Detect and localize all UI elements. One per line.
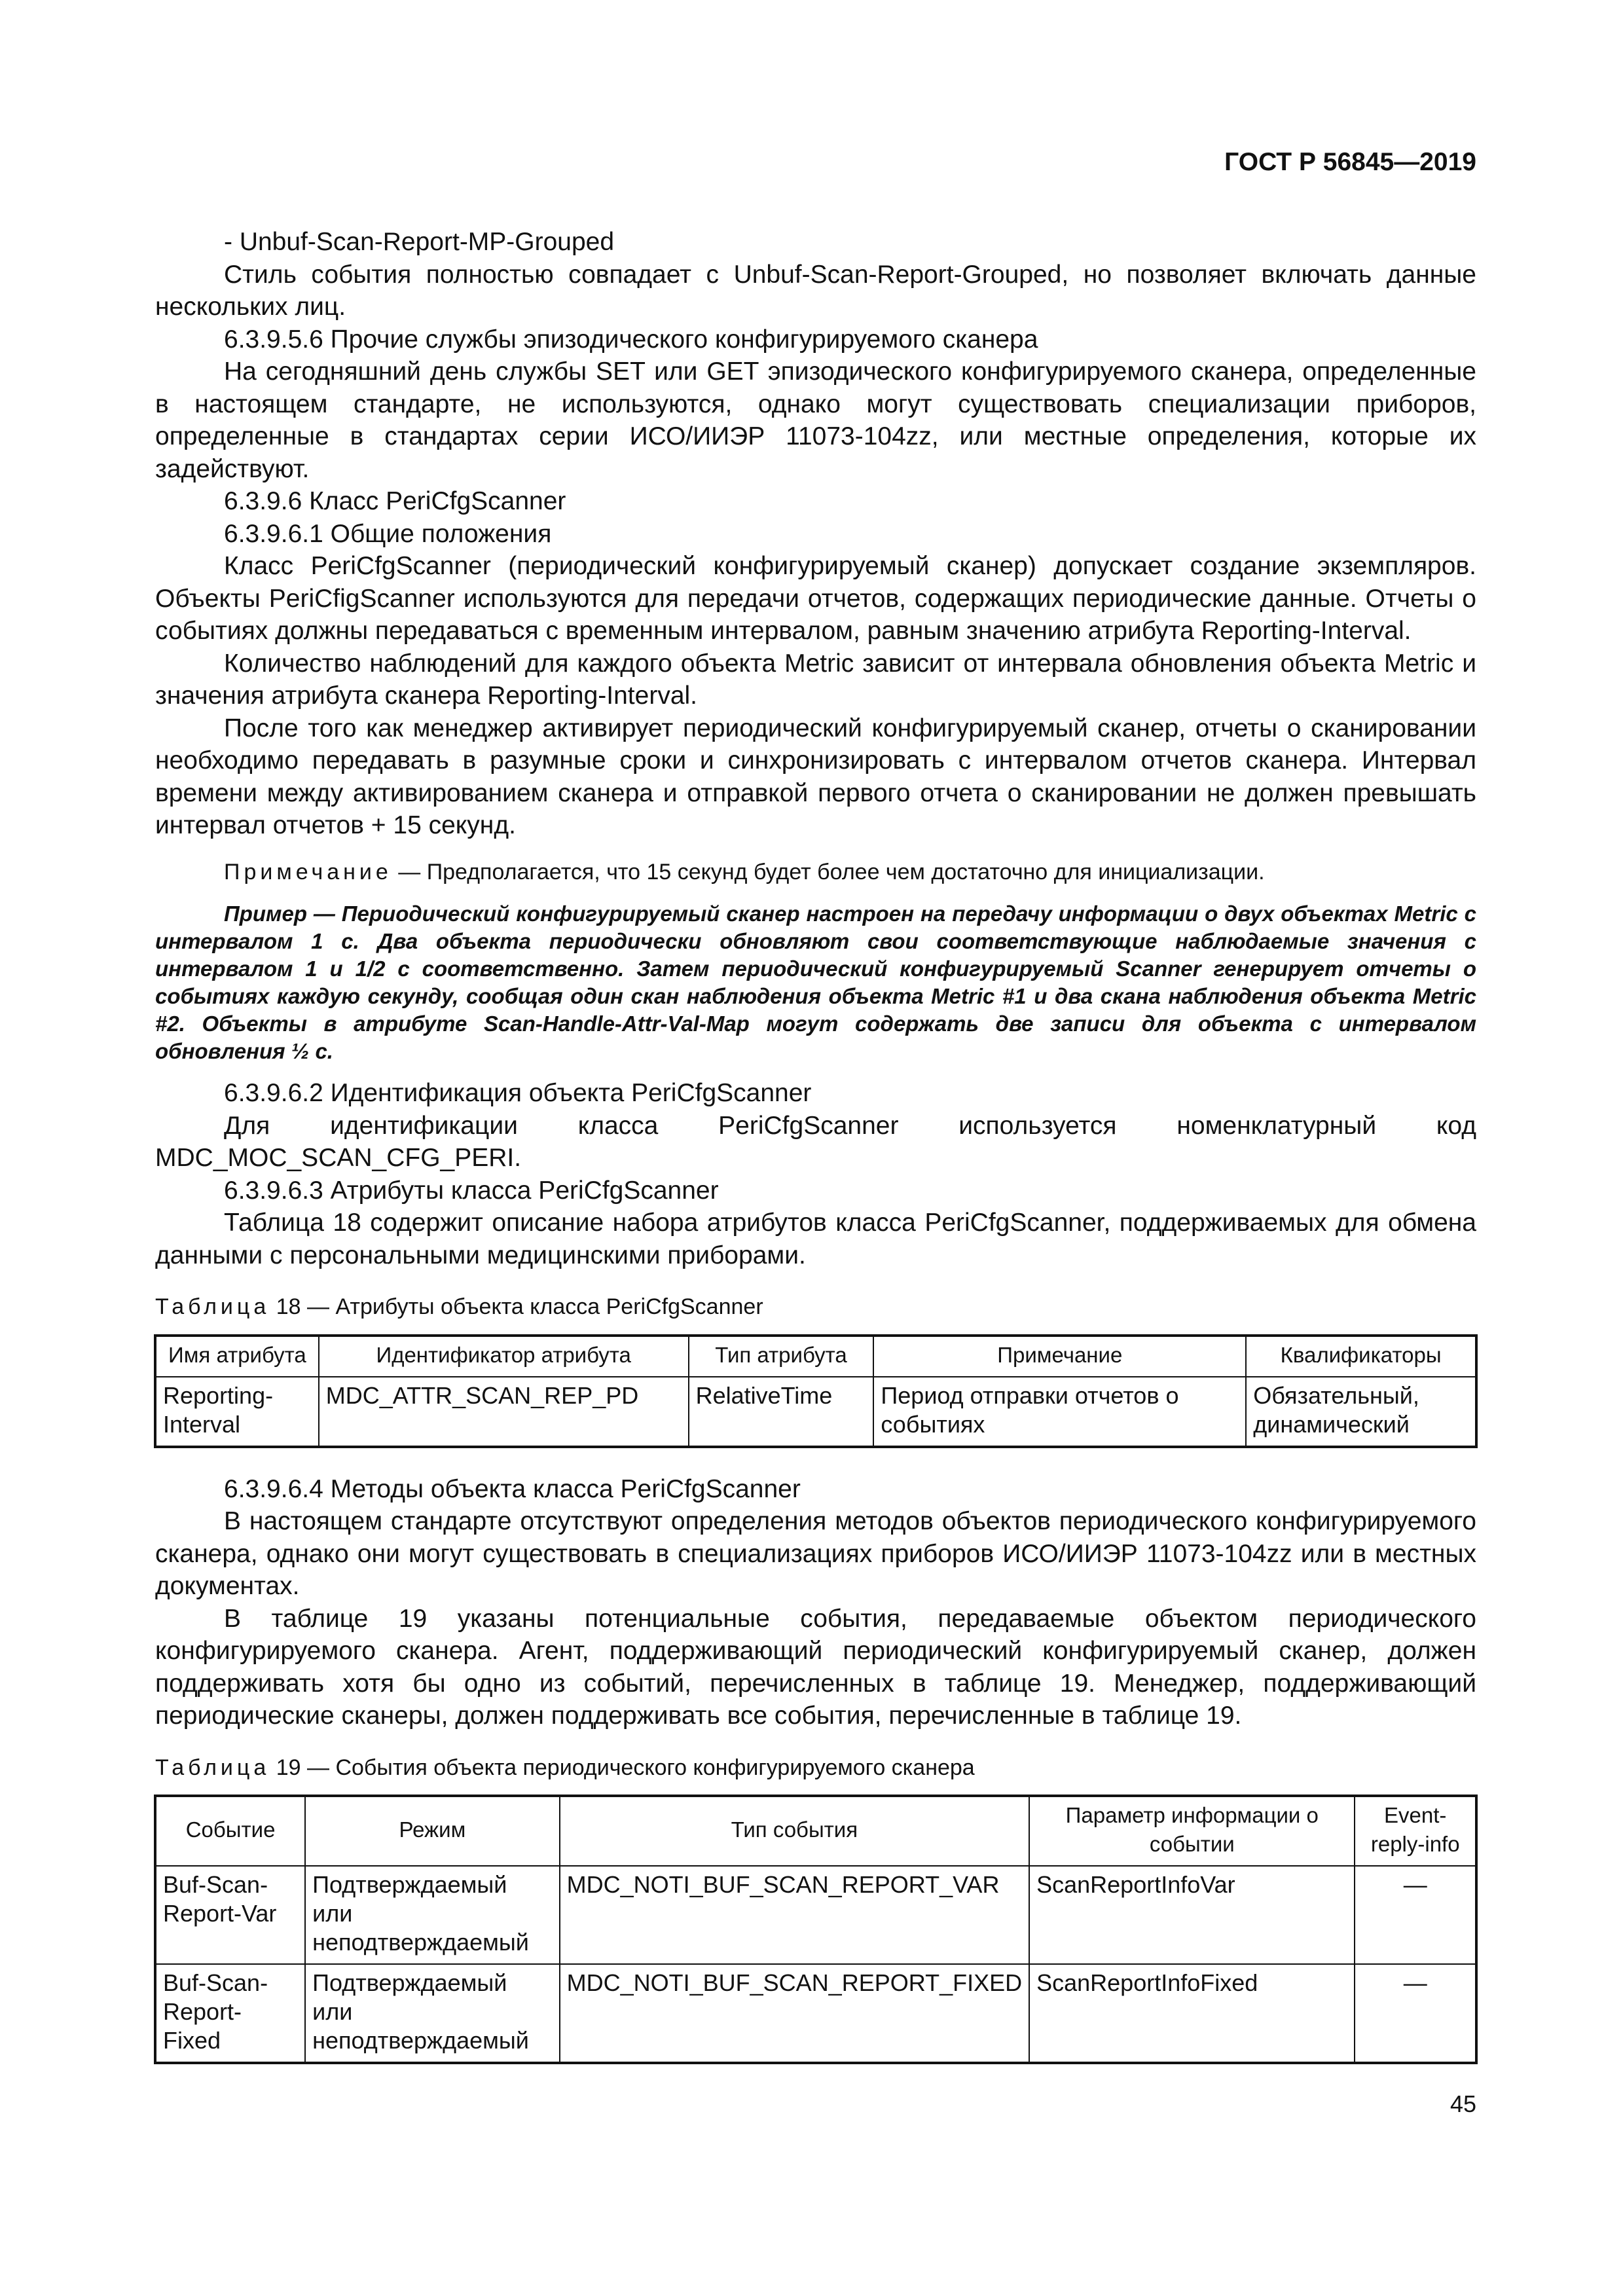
note-label: Примечание: [224, 859, 392, 884]
table-cell: RelativeTime: [689, 1377, 874, 1446]
paragraph: Таблица 18 содержит описание набора атрибутов класса PeriCfgScanner, поддерживаемых для обмена данными с персональными медицинскими приборами.: [155, 1209, 1476, 1269]
table-header-row: [156, 1336, 1476, 1377]
table-row: [156, 1377, 1476, 1446]
table-header-cell: Имя атрибута: [156, 1336, 319, 1377]
section-heading-6-3-9-5-6: 6.3.9.5.6 Прочие службы эпизодического конфигурируемого сканера: [224, 325, 1038, 354]
page-content: [155, 226, 1476, 2063]
paragraph: В таблице 19 указаны потенциальные события, передаваемые объектом периодического конфигурируемого сканера. Агент, поддерживающий периодический конфигурируемый сканер, должен поддерживать хотя бы одно из событий, перечисленных в таблице 19. Менеджер, поддерживающий периодические сканеры, должен поддерживать все события, перечисленные в таблице 19.: [155, 1604, 1476, 1730]
table-19-caption: [155, 1752, 1476, 1785]
note: [155, 856, 1476, 889]
section-heading-6-3-9-6-3: 6.3.9.6.3 Атрибуты класса PeriCfgScanner: [224, 1176, 719, 1205]
table-cell: Reporting-Interval: [156, 1377, 319, 1446]
table-header-cell: Event-reply-info: [1355, 1796, 1476, 1866]
paragraph: На сегодняшний день службы SET или GET эпизодического конфигурируемого сканера, определенные в настоящем стандарте, не используются, однако могут существовать специализации приборов, определенные в стандартах серии ИСО/ИИЭР 11073-104zz, или местные определения, которые их задействуют.: [155, 357, 1476, 483]
table-cell: Buf-Scan-Report-Var: [156, 1866, 305, 1964]
table-header-cell: Идентификатор атрибута: [319, 1336, 689, 1377]
table-row: [156, 1964, 1476, 2062]
table-header-cell: Квалификаторы: [1246, 1336, 1476, 1377]
table-cell: Подтверждаемый или неподтверждаемый: [305, 1866, 559, 1964]
table-cell: MDC_ATTR_SCAN_REP_PD: [319, 1377, 689, 1446]
section-heading-6-3-9-6-1: 6.3.9.6.1 Общие положения: [224, 519, 552, 548]
table-18-caption: [155, 1291, 1476, 1324]
table-caption-text: 18 — Атрибуты объекта класса PeriCfgScanner: [270, 1294, 763, 1319]
table-cell: ScanReportInfoVar: [1029, 1866, 1355, 1964]
table-caption-text: 19 — События объекта периодического конфигурируемого сканера: [270, 1755, 975, 1780]
section-heading-6-3-9-6-2: 6.3.9.6.2 Идентификация объекта PeriCfgScanner: [224, 1079, 812, 1107]
table-cell: —: [1355, 1964, 1476, 2062]
table-cell: MDC_NOTI_BUF_SCAN_REPORT_VAR: [560, 1866, 1029, 1964]
paragraph: Количество наблюдений для каждого объекта Metric зависит от интервала обновления объекта Metric и значения атрибута сканера Reporting-Interval.: [155, 649, 1476, 710]
table-header-cell: Примечание: [873, 1336, 1246, 1377]
list-item-unbuf-mp-grouped: - Unbuf-Scan-Report-MP-Grouped: [224, 228, 615, 256]
table-header-cell: Тип события: [560, 1796, 1029, 1866]
page-number: 45: [1450, 2090, 1476, 2117]
table-cell: Buf-Scan-Report-Fixed: [156, 1964, 305, 2062]
example-block: Пример — Периодический конфигурируемый сканер настроен на передачу информации о двух объектах Metric с интервалом 1 с. Два объекта периодически обновляют свои соответствующие наблюдаемые значения с интервалом 1 и 1/2 с соответственно. Затем периодический конфигурируемый Scanner генерирует отчеты о событиях каждую секунду, сообщая один скан наблюдения объекта Metric #1 и два скана наблюдения объекта Metric #2. Объекты в атрибуте Scan-Handle-Attr-Val-Map могут содержать две записи для объекта с интервалом обновления ½ с.: [155, 902, 1476, 1063]
table-header-cell: Режим: [305, 1796, 559, 1866]
table-header-cell: Событие: [156, 1796, 305, 1866]
table-caption-label: Таблица: [155, 1755, 270, 1780]
table-cell: Подтверждаемый или неподтверждаемый: [305, 1964, 559, 2062]
document-id: ГОСТ Р 56845—2019: [1224, 148, 1476, 176]
table-row: [156, 1866, 1476, 1964]
table-cell: —: [1355, 1866, 1476, 1964]
paragraph: Стиль события полностью совпадает с Unbuf-Scan-Report-Grouped, но позволяет включать данные нескольких лиц.: [155, 260, 1476, 321]
section-heading-6-3-9-6-4: 6.3.9.6.4 Методы объекта класса PeriCfgScanner: [224, 1474, 801, 1503]
table-18: [155, 1336, 1476, 1447]
table-cell: MDC_NOTI_BUF_SCAN_REPORT_FIXED: [560, 1964, 1029, 2062]
table-cell: Период отправки отчетов о событиях: [873, 1377, 1246, 1446]
note-text: — Предполагается, что 15 секунд будет более чем достаточно для инициализации.: [392, 859, 1265, 884]
paragraph: Для идентификации класса PeriCfgScanner используется номенклатурный код MDC_MOC_SCAN_CFG_PERI.: [155, 1111, 1476, 1172]
paragraph: В настоящем стандарте отсутствуют определения методов объектов периодического конфигурируемого сканера, однако они могут существовать в специализациях приборов ИСО/ИИЭР 11073-104zz или в местных документах.: [155, 1507, 1476, 1600]
table-header-cell: Тип атрибута: [689, 1336, 874, 1377]
paragraph: Класс PeriCfgScanner (периодический конфигурируемый сканер) допускает создание экземпляров. Объекты PeriCfigScanner используются для передачи отчетов, содержащих периодические данные. Отчеты о событиях должны передаваться с временным интервалом, равным значению атрибута Reporting-Interval.: [155, 552, 1476, 645]
table-header-cell: Параметр информации о событии: [1029, 1796, 1355, 1866]
paragraph: После того как менеджер активирует периодический конфигурируемый сканер, отчеты о сканировании необходимо передавать в разумные сроки и синхронизировать с интервалом отчетов сканера. Интервал времени между активированием сканера и отправкой первого отчета о сканировании не должен превышать интервал отчетов + 15 секунд.: [155, 714, 1476, 839]
table-header-row: [156, 1796, 1476, 1866]
section-heading-6-3-9-6: 6.3.9.6 Класс PeriCfgScanner: [224, 487, 566, 515]
table-caption-label: Таблица: [155, 1294, 270, 1319]
table-cell: ScanReportInfoFixed: [1029, 1964, 1355, 2062]
table-19: [155, 1796, 1476, 2063]
table-cell: Обязательный, динамический: [1246, 1377, 1476, 1446]
